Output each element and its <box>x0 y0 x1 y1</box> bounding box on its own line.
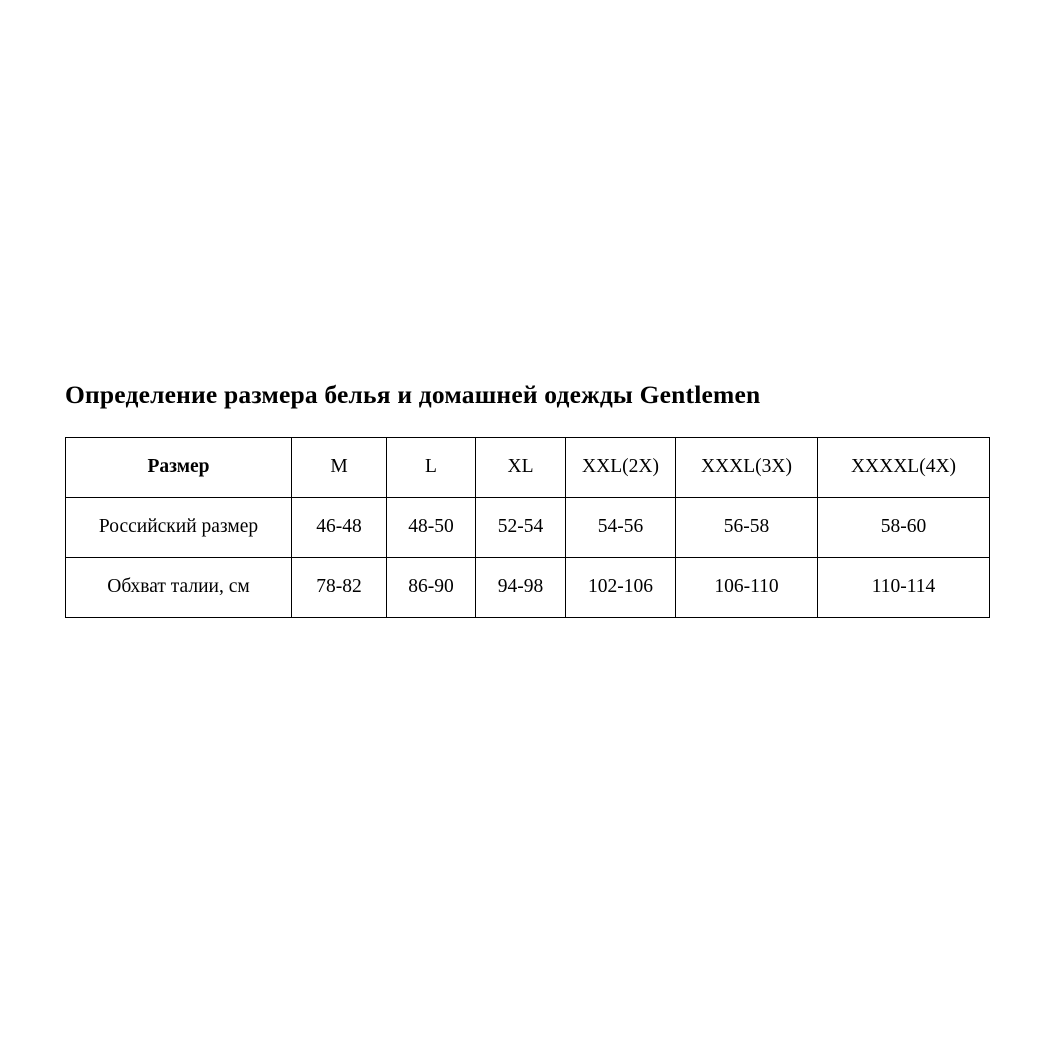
document-content <box>65 380 990 618</box>
table-header-cell-l: L <box>387 437 476 497</box>
row-label-waist: Обхват талии, см <box>66 557 292 617</box>
table-row <box>66 497 990 557</box>
cell-russian-size-xl: 52-54 <box>476 497 566 557</box>
cell-waist-l: 86-90 <box>387 557 476 617</box>
page-title: Определение размера белья и домашней одежды Gentlemen <box>65 380 761 409</box>
table-header-cell-xxxxl: XXXXL(4X) <box>818 437 990 497</box>
cell-russian-size-m: 46-48 <box>292 497 387 557</box>
cell-russian-size-xxxl: 56-58 <box>676 497 818 557</box>
size-chart-table <box>65 437 990 618</box>
cell-russian-size-xxl: 54-56 <box>566 497 676 557</box>
table-header-cell-xxl: XXL(2X) <box>566 437 676 497</box>
table-row <box>66 557 990 617</box>
cell-waist-xxxxl: 110-114 <box>818 557 990 617</box>
cell-russian-size-l: 48-50 <box>387 497 476 557</box>
table-header-cell-xl: XL <box>476 437 566 497</box>
row-label-russian-size: Российский размер <box>66 497 292 557</box>
cell-waist-xxl: 102-106 <box>566 557 676 617</box>
cell-waist-xl: 94-98 <box>476 557 566 617</box>
table-header-cell-m: M <box>292 437 387 497</box>
cell-waist-xxxl: 106-110 <box>676 557 818 617</box>
table-header-row <box>66 437 990 497</box>
cell-russian-size-xxxxl: 58-60 <box>818 497 990 557</box>
table-header-cell-size: Размер <box>66 437 292 497</box>
cell-waist-m: 78-82 <box>292 557 387 617</box>
table-header-cell-xxxl: XXXL(3X) <box>676 437 818 497</box>
